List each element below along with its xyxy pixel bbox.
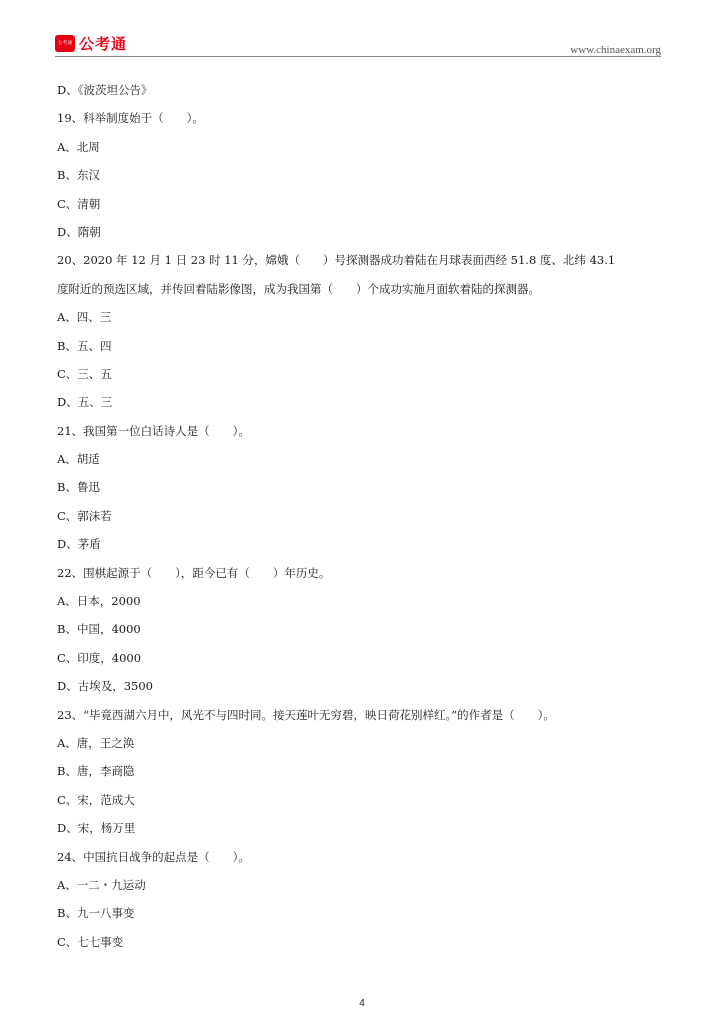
option-line: C、三、五 xyxy=(57,366,112,381)
option-line: D、五、三 xyxy=(57,395,113,410)
option-line: A、一二・九运动 xyxy=(57,877,146,892)
option-line: C、郭沫若 xyxy=(57,508,112,523)
option-line: B、中国，4000 xyxy=(57,622,141,637)
question-line: 24、中国抗日战争的起点是（ ）。 xyxy=(57,849,250,864)
option-line: C、宋，范成大 xyxy=(57,792,135,807)
option-line: D、宋，杨万里 xyxy=(57,821,136,836)
option-line: C、七七事变 xyxy=(57,934,124,949)
question-line: 19、科举制度始于（ ）。 xyxy=(57,111,204,126)
option-line: B、五、四 xyxy=(57,338,112,353)
option-line: A、胡适 xyxy=(57,452,100,467)
option-line: A、四、三 xyxy=(57,310,112,325)
question-line: 20、2020 年 12 月 1 日 23 时 11 分，嫦娥（ ）号探测器成功着陆在月球表面西经 51.8 度、北纬 43.1 xyxy=(57,253,616,268)
question-line: 22、围棋起源于（ ），距今已有（ ）年历史。 xyxy=(57,565,331,580)
option-line: A、唐，王之涣 xyxy=(57,735,135,750)
option-line: A、北周 xyxy=(57,139,100,154)
page-header xyxy=(0,0,724,60)
logo-small-text: 公考通 xyxy=(57,40,73,46)
page-number: 4 xyxy=(359,998,365,1009)
option-line: C、清朝 xyxy=(57,196,101,211)
option-line: B、九一八事变 xyxy=(57,906,135,921)
site-url: www.chinaexam.org xyxy=(570,44,661,56)
option-line: A、日本，2000 xyxy=(57,594,141,609)
option-line: D、茅盾 xyxy=(57,537,101,552)
option-line: C、印度，4000 xyxy=(57,650,142,665)
question-line-continued: 度附近的预选区域，并传回着陆影像图，成为我国第（ ）个成功实施月面软着陆的探测器。 xyxy=(57,281,540,296)
logo-text: 公考通 xyxy=(79,35,128,53)
logo-icon xyxy=(55,35,75,52)
option-line: D、《波茨坦公告》 xyxy=(57,83,153,97)
option-line: B、鲁迅 xyxy=(57,480,100,495)
question-line: 23、“毕竟西湖六月中，风光不与四时同。接天莲叶无穷碧，映日荷花别样红。”的作者是（ ）。 xyxy=(57,707,555,722)
header-divider xyxy=(55,56,661,57)
question-line: 21、我国第一位白话诗人是（ ）。 xyxy=(57,423,250,438)
option-line: D、古埃及，3500 xyxy=(57,679,153,694)
document-body xyxy=(57,76,669,956)
option-line: B、东汉 xyxy=(57,168,100,183)
option-line: B、唐，李商隐 xyxy=(57,764,135,779)
option-line: D、隋朝 xyxy=(57,224,101,239)
